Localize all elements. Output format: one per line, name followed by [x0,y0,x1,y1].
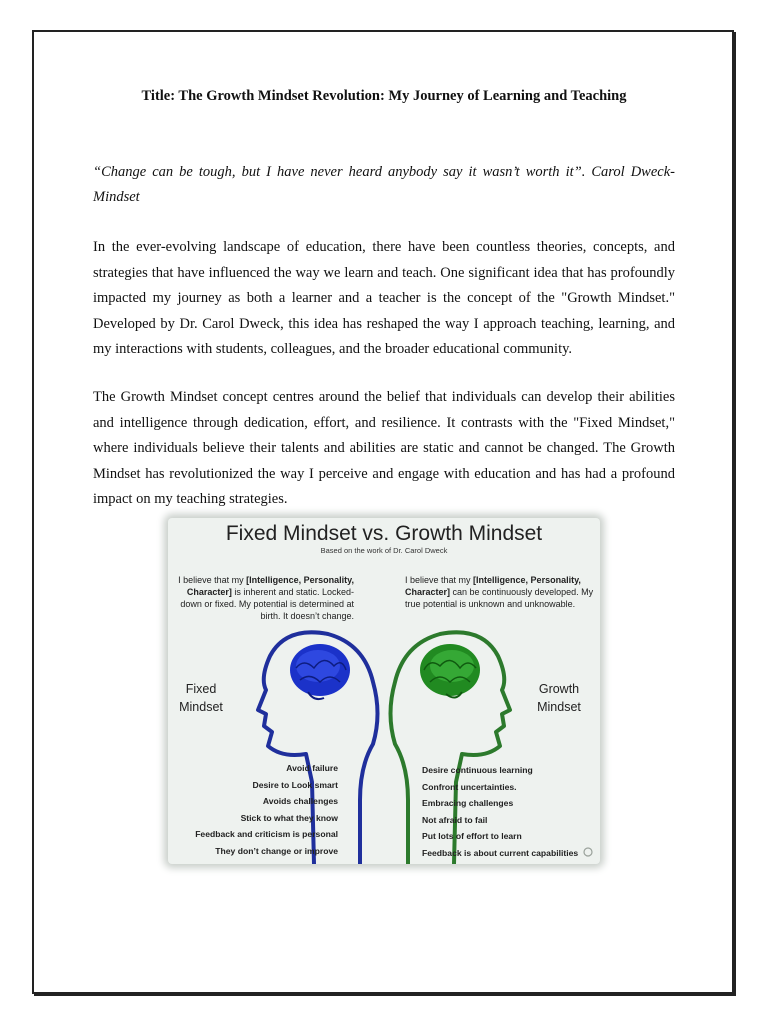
document-title: Title: The Growth Mindset Revolution: My Journey of Learning and Teaching [141,88,627,104]
paragraph-2: The Growth Mindset concept centres around the belief that individuals can develop their abilities and intelligence through dedication, effort, and resilience. It contrasts with the "Fixed Mindset," where individuals believe their talents and abilities are static and cannot be changed. The Growth Mindset has revolutionized the way I perceive and engage with education and has had a profound impact on my teaching strategies. [93,389,675,507]
growth-trait: Embracing challenges [422,798,514,808]
mindset-infographic [168,518,600,864]
growth-trait: Put lots of effort to learn [422,831,522,841]
fixed-traits-list [188,760,338,859]
fixed-belief-text: I believe that my [Intelligence, Personality, Character] is inherent and static. Locked-down or fixed. My potential is determined at birth. It doesn’t change. [178,575,354,621]
fixed-trait: Feedback and criticism is personal [195,829,338,839]
growth-trait: Desire continuous learning [422,765,533,775]
paragraph-1: In the ever-evolving landscape of education, there have been countless theories, concepts, and strategies that have influenced the way we learn and teach. One significant idea that has profoundly impacted my journey as both a learner and a teacher is the concept of the "Growth Mindset." Developed by Dr. Carol Dweck, this idea has reshaped the way I approach teaching, learning, and my interactions with students, colleagues, and the broader educational community. [93,239,675,357]
fixed-trait: Avoids challenges [262,796,338,806]
fixed-trait: Avoid failure [286,763,338,773]
growth-trait: Feedback is about current capabilities [422,847,579,858]
fixed-trait: Desire to Look smart [252,779,338,790]
blue-brain-icon [290,644,350,699]
infographic-title: Fixed Mindset vs. Growth Mindset [225,522,543,545]
growth-mindset-label: Growth Mindset [537,682,581,714]
fixed-mindset-label: Fixed Mindset [179,682,223,714]
green-brain-icon [420,644,480,698]
growth-trait: Not afraid to fail [422,814,488,825]
fixed-trait: They don’t change or improve [215,845,338,856]
growth-trait: Confront uncertainties. [422,781,517,792]
infographic-subtitle: Based on the work of Dr. Carol Dweck [320,546,448,555]
fixed-trait: Stick to what they know [240,812,338,823]
growth-traits-list [422,762,592,861]
growth-belief-text: I believe that my [Intelligence, Personality, Character] can be continuously developed. My true potential is unknown and unknowable. [405,575,594,609]
epigraph-quote: “Change can be tough, but I have never heard anybody say it wasn’t worth it”. Carol Dweck-Mindset [93,164,675,205]
